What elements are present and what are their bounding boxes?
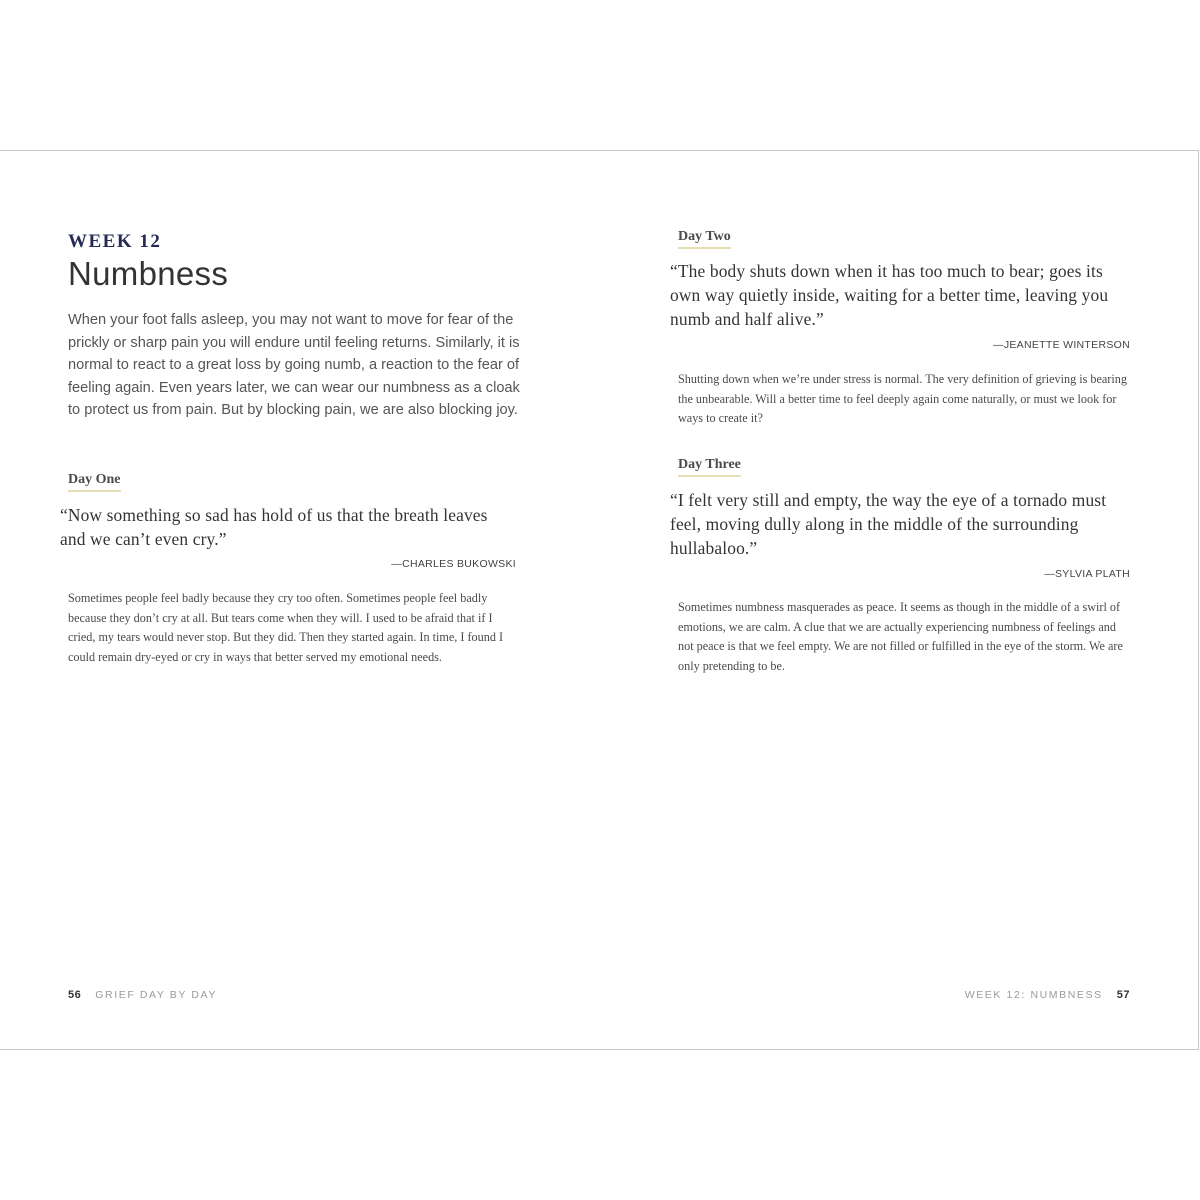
right-page bbox=[670, 151, 1130, 1049]
day-one-quote: “Now something so sad has hold of us that the breath leaves and we can’t even cry.” bbox=[60, 505, 488, 549]
day-one-heading: Day One bbox=[68, 472, 121, 492]
day-three-attribution: —SYLVIA PLATH bbox=[1044, 568, 1130, 580]
left-page bbox=[60, 151, 520, 1049]
day-two-attribution: —JEANETTE WINTERSON bbox=[993, 339, 1130, 351]
week-label: WEEK 12 bbox=[68, 231, 162, 252]
day-two-heading: Day Two bbox=[678, 229, 731, 249]
day-one-reflection: Sometimes people feel badly because they cry too often. Sometimes people feel badly because they don’t cry at all. But tears come when they will. I used to be afraid that if I cried, my tears would never stop. But they did. Then they started again. In time, I found I could remain dry-eyed or cry in ways that better served my emotional needs. bbox=[68, 591, 504, 664]
day-three-reflection: Sometimes numbness masquerades as peace. It seems as though in the middle of a swirl of emotions, we are calm. A clue that we are actually experiencing numbness of feelings and not peace is that we feel empty. We are not filled or fulfilled in the eye of the storm. We are only pretending to be. bbox=[678, 600, 1123, 673]
page-number: 57 bbox=[1116, 989, 1130, 1001]
day-two-reflection: Shutting down when we’re under stress is normal. The very definition of grieving is bearing the unbearable. Will a better time to feel deeply again come naturally, or must we look for ways to create it? bbox=[678, 372, 1127, 426]
book-spread bbox=[0, 150, 1199, 1050]
day-three-quote: “I felt very still and empty, the way the eye of a tornado must feel, moving dully along in the middle of the surrounding hullabaloo.” bbox=[670, 490, 1107, 558]
running-head: GRIEF DAY BY DAY bbox=[95, 989, 217, 1001]
right-footer bbox=[965, 989, 1130, 1001]
day-three-heading: Day Three bbox=[678, 457, 741, 477]
page-title: Numbness bbox=[68, 255, 229, 292]
page-number: 56 bbox=[68, 989, 82, 1001]
day-two-quote: “The body shuts down when it has too much to bear; goes its own way quietly inside, waiting for a better time, leaving you numb and half alive.” bbox=[670, 261, 1109, 329]
day-one-attribution: —CHARLES BUKOWSKI bbox=[391, 558, 516, 570]
intro-paragraph: When your foot falls asleep, you may not want to move for fear of the prickly or sharp pain you will endure until feeling returns. Similarly, it is normal to react to a great loss by going numb, a reaction to the fear of feeling again. Even years later, we can wear our numbness as a cloak to protect us from pain. But by blocking pain, we are also blocking joy. bbox=[68, 312, 520, 418]
running-head: WEEK 12: NUMBNESS bbox=[964, 989, 1103, 1001]
left-footer bbox=[68, 989, 217, 1001]
